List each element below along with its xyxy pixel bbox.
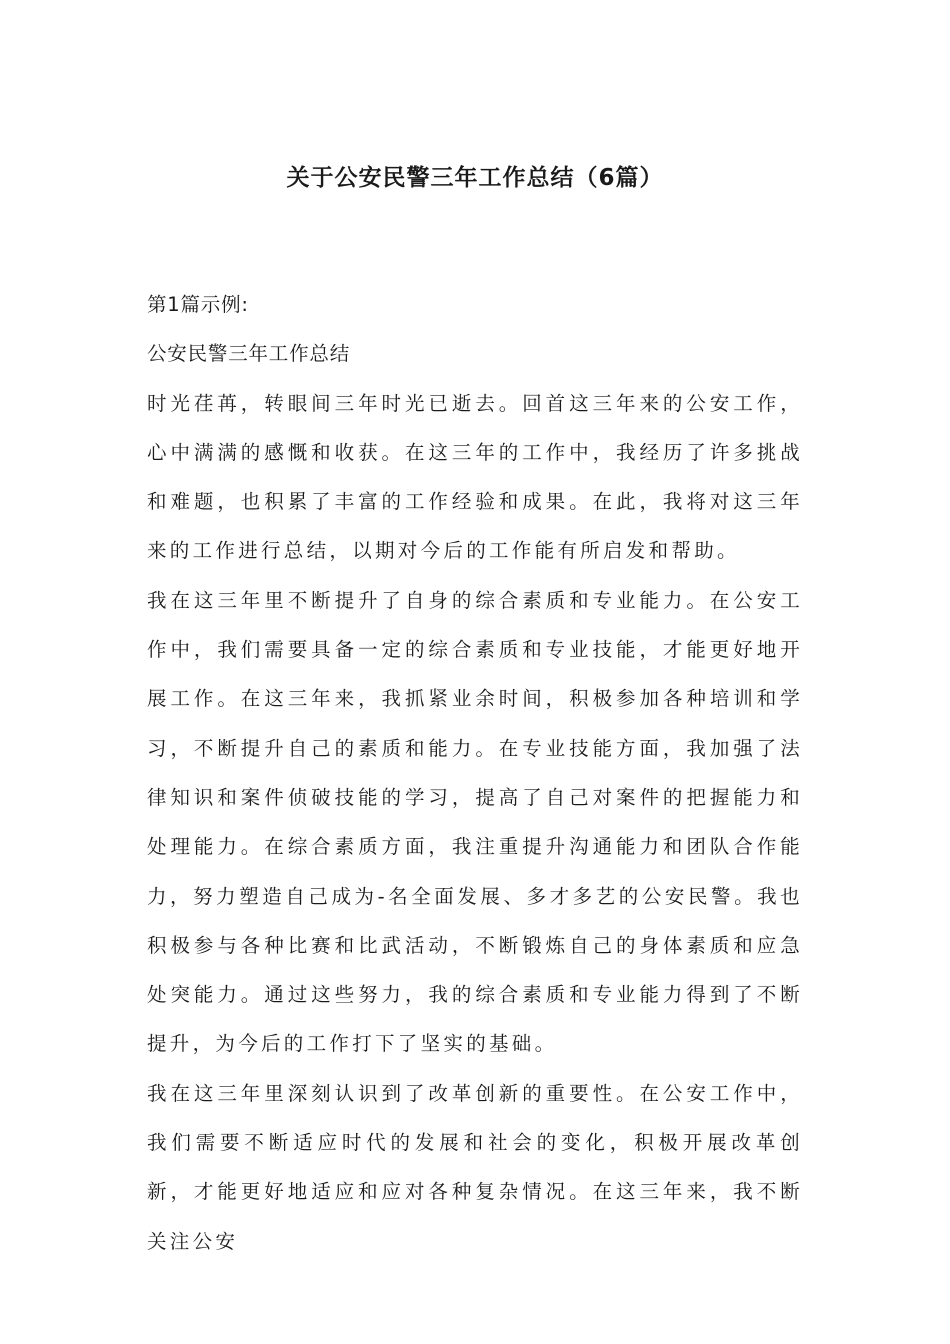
paragraph-1: 时光荏苒，转眼间三年时光已逝去。回首这三年来的公安工作，心中满满的感慨和收获。在这三年的工作中，我经历了许多挑战和难题，也积累了丰富的工作经验和成果。在此，我将对这三年来的工作进行总结，以期对今后的工作能有所启发和帮助。 [147,391,803,563]
paragraph-2: 我在这三年里不断提升了自身的综合素质和专业能力。在公安工作中，我们需要具备一定的综合素质和专业技能，才能更好地开展工作。在这三年来，我抓紧业余时间，积极参加各种培训和学习，不断提升自己的素质和能力。在专业技能方面，我加强了法律知识和案件侦破技能的学习，提高了自己对案件的把握能力和处理能力。在综合素质方面，我注重提升沟通能力和团队合作能力，努力塑造自己成为-名全面发展、多才多艺的公安民警。我也积极参与各种比赛和比武活动，不断锻炼自己的身体素质和应急处突能力。通过这些努力，我的综合素质和专业能力得到了不断提升，为今后的工作打下了坚实的基础。 [147,588,803,1056]
paragraph-3: 我在这三年里深刻认识到了改革创新的重要性。在公安工作中，我们需要不断适应时代的发展和社会的变化，积极开展改革创新，才能更好地适应和应对各种复杂情况。在这三年来，我不断关注公安 [147,1081,803,1253]
document-body [147,280,803,1266]
document-subtitle: 公安民警三年工作总结 [147,342,351,366]
document-title: 关于公安民警三年工作总结（6篇） [286,165,664,191]
section-label: 第1篇示例: [147,293,249,316]
